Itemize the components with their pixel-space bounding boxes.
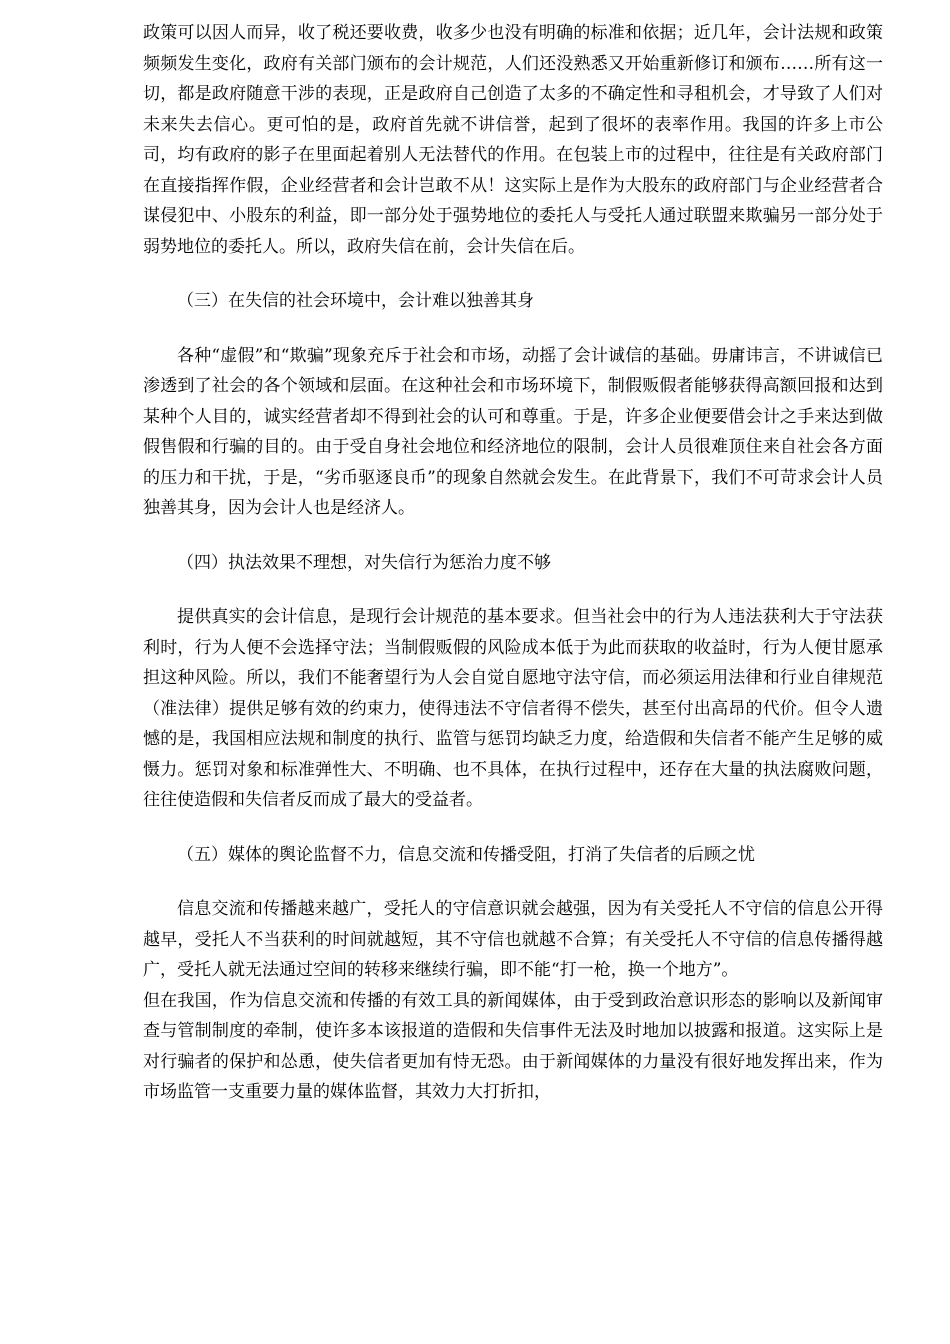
paragraph-gap bbox=[143, 578, 883, 602]
section-heading-3: （三）在失信的社会环境中，会计难以独善其身 bbox=[177, 291, 534, 311]
body-paragraph-3: 提供真实的会计信息，是现行会计规范的基本要求。但当社会中的行为人违法获利大于守法获利时，行为人便不会选择守法；当制假贩假的风险成本低于为此而获取的收益时，行为人便甘愿承担这种风险。所以，我们不能奢望行为人会自觉自愿地守法守信，而必须运用法律和行业自律规范（准法律）提供足够有效的约束力，使得违法不守信者得不偿失，甚至付出高昂的代价。但令人遗憾的是，我国相应法规和制度的执行、监管与惩罚均缺乏力度，给造假和失信者不能产生足够的威慑力。惩罚对象和标准弹性大、不明确、也不具体，在执行过程中，还存在大量的执法腐败问题，往往使造假和失信者反而成了最大的受益者。 bbox=[143, 607, 883, 810]
section-heading-5: （五）媒体的舆论监督不力，信息交流和传播受阻，打消了失信者的后顾之忧 bbox=[177, 844, 755, 865]
body-paragraph-4: 信息交流和传播越来越广，受托人的守信意识就会越强，因为有关受托人不守信的信息公开得越早，受托人不当获利的时间就越短，其不守信也就越不合算；有关受托人不守信的信息传播得越广，受托人就无法通过空间的转移来继续行骗，即不能“打一枪，换一个地方”。 bbox=[143, 899, 883, 980]
section-heading-4: （四）执法效果不理想，对失信行为惩治力度不够 bbox=[177, 552, 551, 573]
body-paragraph-1: 政策可以因人而异，收了税还要收费，收多少也没有明确的标准和依据；近几年，会计法规和政策频频发生变化，政府有关部门颁布的会计规范，人们还没熟悉又开始重新修订和颁布……所有这一切，都是政府随意干涉的表现，正是政府自己创造了太多的不确定性和寻租机会，才导致了人们对未来失去信心。更可怕的是，政府首先就不讲信誉，起到了很坏的表率作用。我国的许多上市公司，均有政府的影子在里面起着别人无法替代的作用。在包装上市的过程中，往往是有关政府部门在直接指挥作假，企业经营者和会计岂敢不从！这实际上是作为大股东的政府部门与企业经营者合谋侵犯中、小股东的利益，即一部分处于强势地位的委托人与受托人通过联盟来欺骗另一部分处于弱势地位的委托人。所以，政府失信在前，会计失信在后。 bbox=[143, 23, 883, 257]
body-paragraph-2: 各种“虚假”和“欺骗”现象充斥于社会和市场，动摇了会计诚信的基础。毋庸讳言，不讲诚信已渗透到了社会的各个领域和层面。在这种社会和市场环境下，制假贩假者能够获得高额回报和达到某种个人目的，诚实经营者却不得到社会的认可和尊重。于是，许多企业便要借会计之手来达到做假售假和行骗的目的。由于受自身社会地位和经济地位的限制，会计人员很难顶住来自社会各方面的压力和干扰，于是，“劣币驱逐良币”的现象自然就会发生。在此背景下，我们不可苛求会计人员独善其身，因为会计人也是经济人。 bbox=[143, 345, 883, 518]
paragraph-gap bbox=[143, 816, 883, 840]
paragraph-gap bbox=[143, 317, 883, 341]
paragraph-gap bbox=[143, 870, 883, 894]
paragraph-gap bbox=[143, 262, 883, 286]
paragraph-gap bbox=[143, 524, 883, 548]
body-paragraph-5: 但在我国，作为信息交流和传播的有效工具的新闻媒体，由于受到政治意识形态的影响以及新闻审查与管制制度的牵制，使许多本该报道的造假和失信事件无法及时地加以披露和报道。这实际上是对行骗者的保护和怂恿，使失信者更加有恃无恐。由于新闻媒体的力量没有很好地发挥出来，作为市场监管一支重要力量的媒体监督，其效力大打折扣， bbox=[143, 990, 883, 1102]
document-page bbox=[143, 18, 883, 1108]
